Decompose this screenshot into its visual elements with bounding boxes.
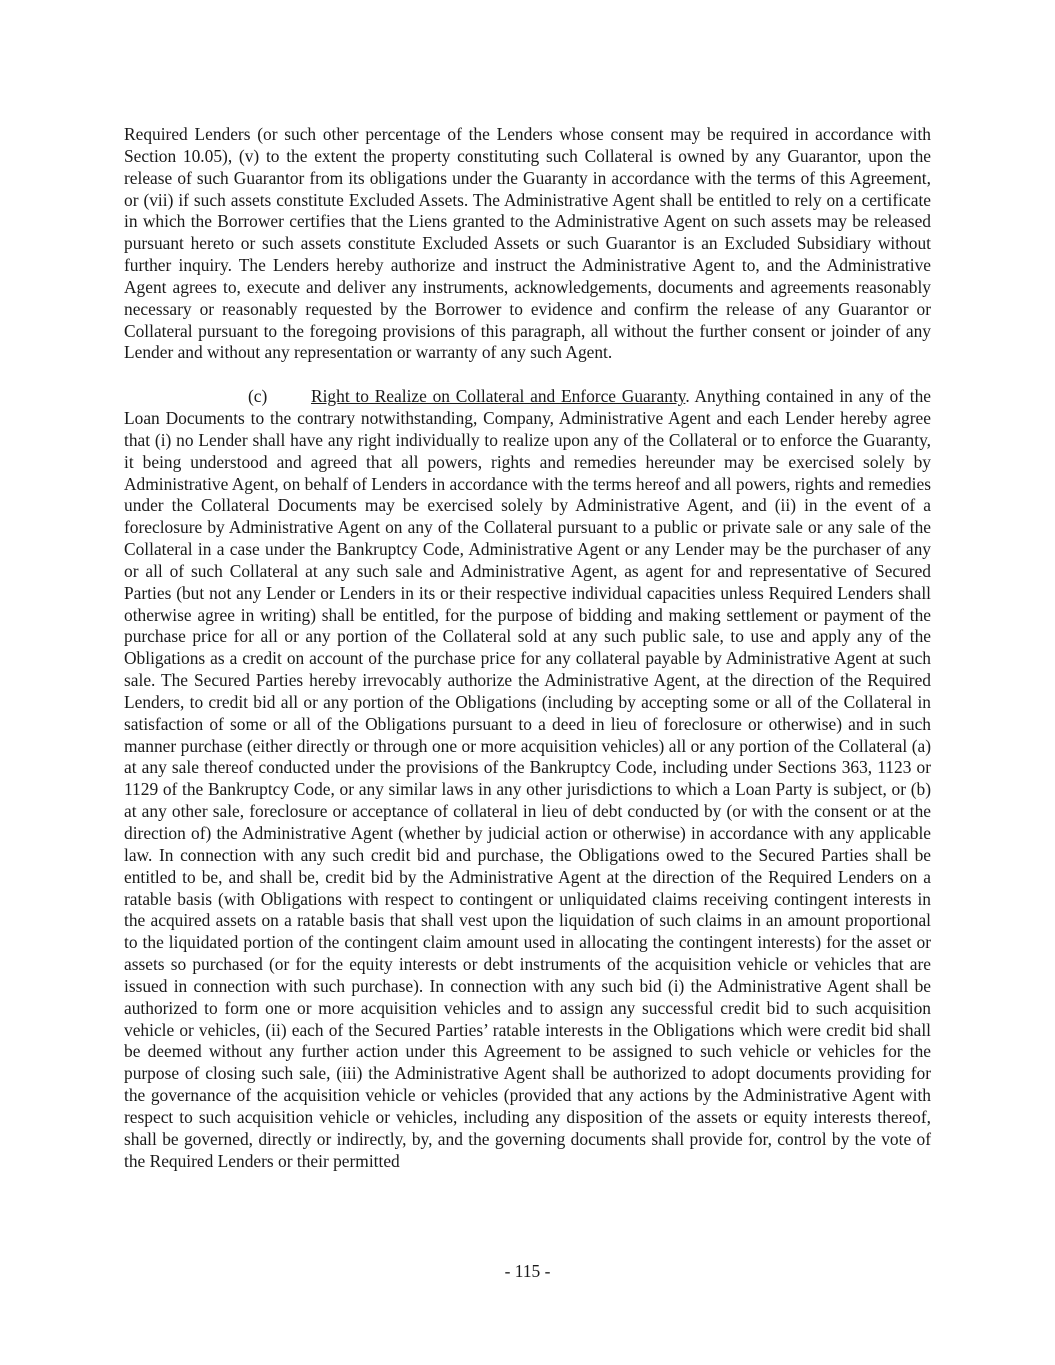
section-number: (c) (248, 386, 268, 407)
page-number: - 115 - (504, 1261, 551, 1281)
document-page (124, 124, 931, 1173)
section-c-paragraph (124, 386, 931, 1172)
paragraph-release-of-collateral: Required Lenders (or such other percentage of the Lenders whose consent may be required in accordance with Section 10.05), (v) to the extent the property constituting such Collateral is owned by any Guarantor, upon the release of such Guarantor from its obligations under the Guaranty in accordance with the terms of this Agreement, or (vii) if such assets constitute Excluded Assets. The Administrative Agent shall be entitled to rely on a certificate in which the Borrower certifies that the Liens granted to the Administrative Agent on such assets may be released pursuant hereto or such assets constitute Excluded Assets or such Guarantor is an Excluded Subsidiary without further inquiry. The Lenders hereby authorize and instruct the Administrative Agent to, and the Administrative Agent agrees to, execute and deliver any instruments, acknowledgements, documents and agreements reasonably necessary or reasonably requested by the Borrower to evidence and confirm the release of any Guarantor or Collateral pursuant to the foregoing provisions of this paragraph, all without the further consent or joinder of any Lender and without any representation or warranty of any such Agent. (124, 124, 931, 363)
section-body: . Anything contained in any of the Loan Documents to the contrary notwithstanding, Company, Administrative Agent and each Lender hereby agree that (i) no Lender shall have any right individually to realize upon any of the Collateral or to enforce the Guaranty, it being understood and agreed that all powers, rights and remedies hereunder may be exercised solely by Administrative Agent, on behalf of Lenders in accordance with the terms hereof and all powers, rights and remedies under the Collateral Documents may be exercised solely by Administrative Agent, and (ii) in the event of a foreclosure by Administrative Agent on any of the Collateral pursuant to a public or private sale or any sale of the Collateral in a case under the Bankruptcy Code, Administrative Agent or any Lender may be the purchaser of any or all of such Collateral at any such sale and Administrative Agent, as agent for and representative of Secured Parties (but not any Lender or Lenders in its or their respective individual capacities unless Required Lenders shall otherwise agree in writing) shall be entitled, for the purpose of bidding and making settlement or payment of the purchase price for all or any portion of the Collateral sold at any such public sale, to use and apply any of the Obligations as a credit on account of the purchase price for any collateral payable by Administrative Agent at such sale. The Secured Parties hereby irrevocably authorize the Administrative Agent, at the direction of the Required Lenders, to credit bid all or any portion of the Obligations (including by accepting some or all of the Collateral in satisfaction of some or all of the Obligations pursuant to a deed in lieu of foreclosure or otherwise) and in such manner purchase (either directly or through one or more acquisition vehicles) all or any portion of the Collateral (a) at any sale thereof conducted under the provisions of the Bankruptcy Code, including under Sections 363, 1123 or 1129 of the Bankruptcy Code, or any similar laws in any other jurisdictions to which a Loan Party is subject, or (b) at any other sale, foreclosure or acceptance of collateral in lieu of debt conducted by (or with the consent or at the direction of) the Administrative Agent (whether by judicial action or otherwise) in accordance with any applicable law. In connection with any such credit bid and purchase, the Obligations owed to the Secured Parties shall be entitled to be, and shall be, credit bid by the Administrative Agent at the direction of the Required Lenders on a ratable basis (with Obligations with respect to contingent or unliquidated claims receiving contingent interests in the acquired assets on a ratable basis that shall vest upon the liquidation of such claims in an amount proportional to the liquidated portion of the contingent claim amount used in allocating the contingent interests) for the asset or assets so purchased (or for the equity interests or debt instruments of the acquisition vehicle or vehicles that are issued in connection with such purchase). In connection with any such bid (i) the Administrative Agent shall be authorized to form one or more acquisition vehicles and to assign any successful credit bid to such acquisition vehicle or vehicles, (ii) each of the Secured Parties’ ratable interests in the Obligations which were credit bid shall be deemed without any further action under this Agreement to be assigned to such vehicle or vehicles for the purpose of closing such sale, (iii) the Administrative Agent shall be authorized to adopt documents providing for the governance of the acquisition vehicle or vehicles (provided that any actions by the Administrative Agent with respect to such acquisition vehicle or vehicles, including any disposition of the assets or equity interests thereof, shall be governed, directly or indirectly, by, and the governing documents shall provide for, control by the vote of the Required Lenders or their permitted (124, 386, 931, 1171)
section-heading: Right to Realize on Collateral and Enforce Guaranty (311, 386, 686, 407)
